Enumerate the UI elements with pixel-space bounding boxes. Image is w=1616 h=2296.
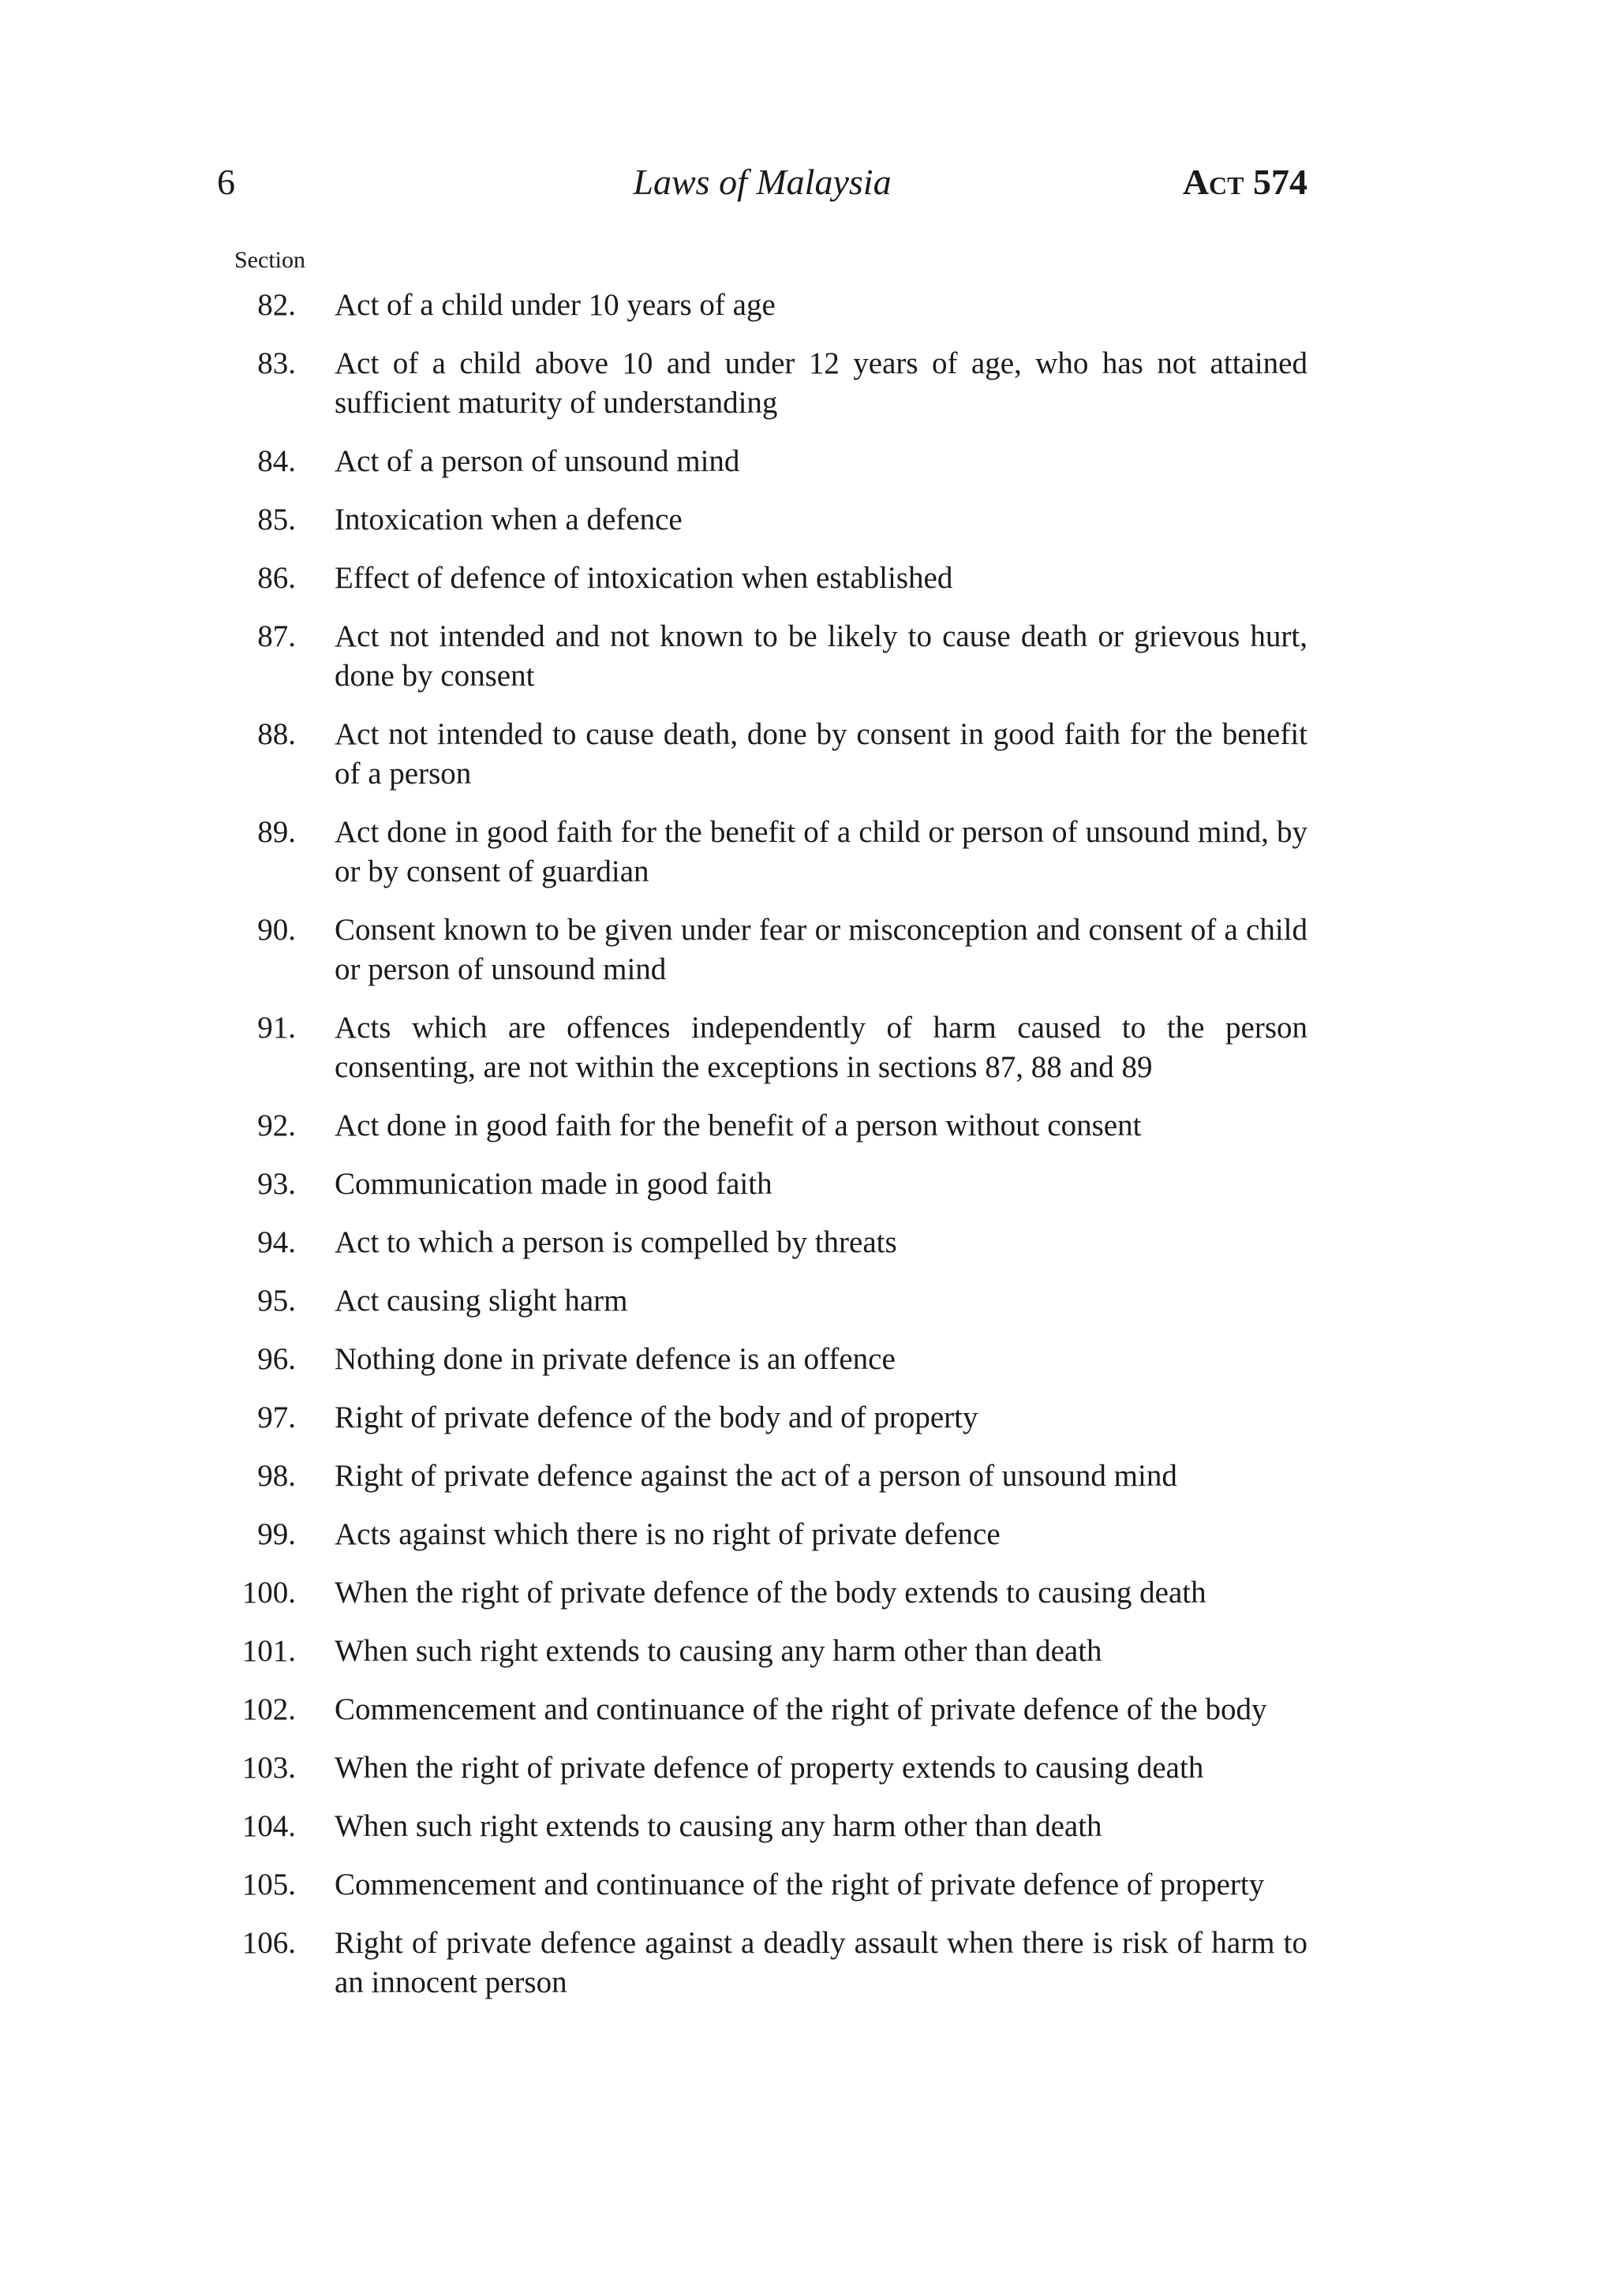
toc-entry [229, 344, 1307, 423]
section-title: Commencement and continuance of the right of private defence of property [335, 1868, 1265, 1901]
section-number: 88. [257, 717, 296, 751]
section-title: Act to which a person is compelled by threats [335, 1225, 897, 1259]
toc-entry [229, 1165, 1307, 1204]
toc-entry [229, 1398, 1307, 1438]
toc-entry [229, 1340, 1307, 1379]
section-number: 90. [257, 913, 296, 947]
toc-entry [229, 500, 1307, 540]
section-number: 96. [257, 1342, 296, 1376]
table-of-contents [229, 286, 1307, 2021]
section-title: When such right extends to causing any harm other than death [335, 1634, 1102, 1668]
act-label: Act 574 [1182, 162, 1307, 202]
section-title: Consent known to be given under fear or misconception and consent of a child or person of unsound mind [335, 913, 1307, 986]
section-title: When the right of private defence of the body extends to causing death [335, 1576, 1206, 1610]
section-title: Commencement and continuance of the right of private defence of the body [335, 1692, 1267, 1726]
toc-entry [229, 1008, 1307, 1087]
toc-entry [229, 911, 1307, 989]
section-title: When such right extends to causing any harm other than death [335, 1809, 1102, 1843]
section-number: 91. [257, 1011, 296, 1045]
section-title: Act done in good faith for the benefit of a child or person of unsound mind, by or by consent of guardian [335, 815, 1307, 888]
section-title: Act of a person of unsound mind [335, 444, 740, 478]
toc-entry [229, 286, 1307, 325]
section-number: 83. [257, 346, 296, 380]
section-title: Right of private defence of the body and of property [335, 1400, 978, 1434]
section-title: Effect of defence of intoxication when established [335, 561, 953, 595]
toc-entry [229, 1515, 1307, 1554]
section-title: Communication made in good faith [335, 1167, 772, 1201]
toc-entry [229, 1573, 1307, 1613]
section-number: 104. [241, 1809, 296, 1843]
section-title: Acts against which there is no right of private defence [335, 1517, 1001, 1551]
section-title: Act not intended and not known to be likely to cause death or grievous hurt, done by consent [335, 619, 1307, 693]
section-number: 85. [257, 503, 296, 537]
page-header [217, 155, 1307, 210]
section-title: Act of a child under 10 years of age [335, 288, 776, 322]
section-number: 99. [257, 1517, 296, 1551]
section-number: 87. [257, 619, 296, 653]
section-title: When the right of private defence of property extends to causing death [335, 1751, 1204, 1785]
section-number: 82. [257, 288, 296, 322]
section-title: Act of a child above 10 and under 12 years of age, who has not attained sufficient maturity of understanding [335, 346, 1307, 420]
section-number: 105. [241, 1868, 296, 1901]
section-number: 89. [257, 815, 296, 849]
section-title: Intoxication when a defence [335, 503, 683, 537]
toc-entry [229, 1457, 1307, 1496]
toc-entry [229, 1223, 1307, 1262]
section-title: Act done in good faith for the benefit of a person without consent [335, 1109, 1142, 1142]
toc-entry [229, 1632, 1307, 1671]
toc-entry [229, 1106, 1307, 1146]
section-title: Nothing done in private defence is an offence [335, 1342, 896, 1376]
section-number: 97. [257, 1400, 296, 1434]
section-number: 101. [241, 1634, 296, 1668]
toc-entry [229, 813, 1307, 892]
toc-entry [229, 1807, 1307, 1846]
section-number: 98. [257, 1459, 296, 1493]
toc-entry [229, 1865, 1307, 1905]
section-title: Act causing slight harm [335, 1284, 628, 1318]
toc-entry [229, 715, 1307, 794]
section-number: 102. [241, 1692, 296, 1726]
section-number: 106. [241, 1926, 296, 1960]
section-number: 100. [241, 1576, 296, 1610]
section-number: 84. [257, 444, 296, 478]
section-title: Right of private defence against the act of a person of unsound mind [335, 1459, 1177, 1493]
section-number: 92. [257, 1109, 296, 1142]
toc-entry [229, 1748, 1307, 1788]
section-title: Act not intended to cause death, done by consent in good faith for the benefit of a person [335, 717, 1307, 791]
toc-entry [229, 442, 1307, 481]
toc-entry [229, 1924, 1307, 2002]
running-title: Laws of Malaysia [633, 162, 892, 202]
toc-entry [229, 1690, 1307, 1729]
section-column-heading: Section [234, 247, 305, 273]
section-title: Acts which are offences independently of harm caused to the person consenting, are not within the exceptions in sections 87, 88 and 89 [335, 1011, 1307, 1084]
section-number: 86. [257, 561, 296, 595]
section-number: 103. [241, 1751, 296, 1785]
section-number: 95. [257, 1284, 296, 1318]
section-number: 93. [257, 1167, 296, 1201]
toc-entry [229, 1281, 1307, 1321]
section-number: 94. [257, 1225, 296, 1259]
section-title: Right of private defence against a deadly assault when there is risk of harm to an innocent person [335, 1926, 1307, 1999]
page-number: 6 [217, 162, 235, 202]
toc-entry [229, 559, 1307, 598]
toc-entry [229, 617, 1307, 696]
